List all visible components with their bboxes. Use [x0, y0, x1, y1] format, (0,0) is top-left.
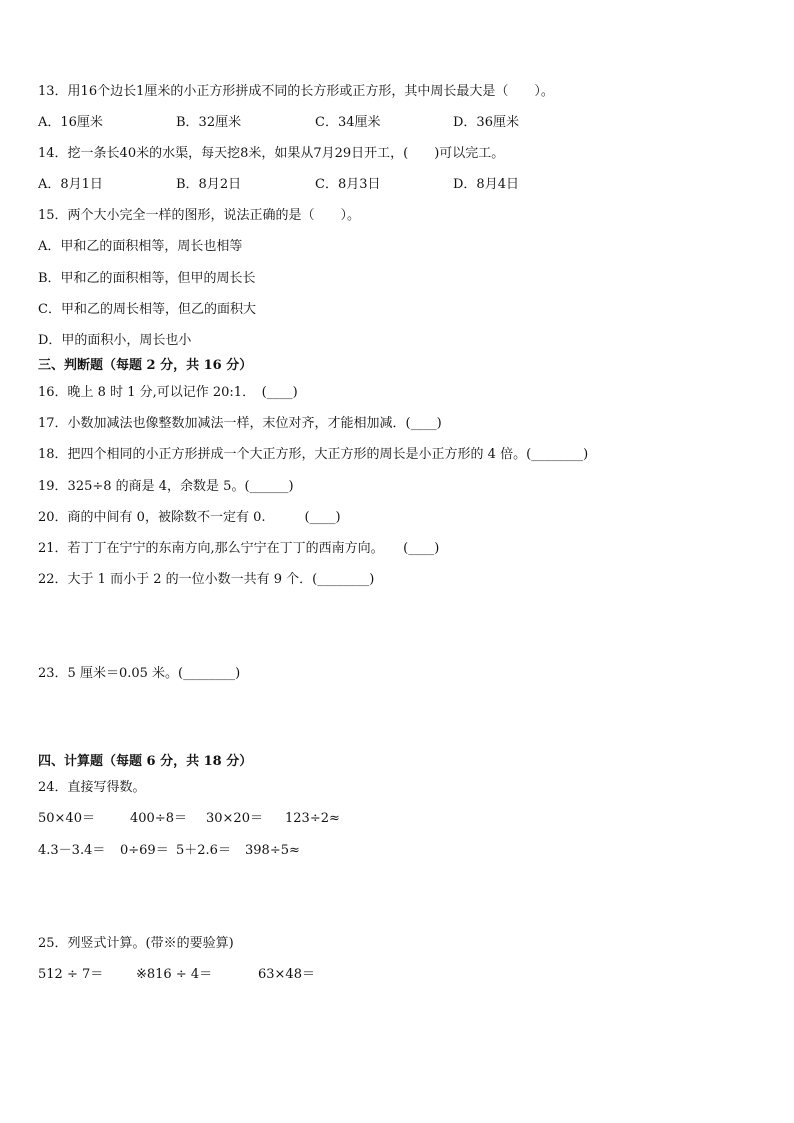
question-15-stem: 15．两个大小完全一样的图形，说法正确的是（ ）。	[38, 208, 361, 223]
q25-item-2: ※816 ÷ 4＝	[136, 967, 213, 982]
q24-row2-item-3: 5＋2.6＝	[176, 843, 231, 858]
question-17: 17．小数加减法也像整数加减法一样，末位对齐，才能相加减．(____)	[38, 416, 442, 431]
question-13-option-a: A．16厘米	[38, 115, 103, 130]
question-13-stem: 13．用16个边长1厘米的小正方形拼成不同的长方形或正方形，其中周长最大是（ ）。	[38, 84, 554, 99]
question-15-option-c: C．甲和乙的周长相等，但乙的面积大	[38, 302, 256, 317]
question-14-option-b: B．8月2日	[176, 177, 242, 192]
question-14-option-a: A．8月1日	[38, 177, 103, 192]
question-16: 16．晚上 8 时 1 分,可以记作 20:1． (____)	[38, 385, 298, 400]
question-13-option-d: D．36厘米	[453, 115, 519, 130]
question-20: 20．商的中间有 0，被除数不一定有 0. (____)	[38, 510, 341, 525]
question-21: 21．若丁丁在宁宁的东南方向,那么宁宁在丁丁的西南方向。 (____)	[38, 541, 440, 556]
question-18: 18．把四个相同的小正方形拼成一个大正方形，大正方形的周长是小正方形的 4 倍。(________)	[38, 447, 589, 462]
question-15-option-a: A．甲和乙的面积相等，周长也相等	[38, 239, 243, 254]
q24-row1-item-3: 30×20＝	[206, 811, 263, 826]
question-13-option-c: C．34厘米	[315, 115, 381, 130]
q24-row1-item-1: 50×40＝	[38, 811, 95, 826]
question-23: 23．5 厘米＝0.05 米。(________)	[38, 666, 241, 681]
q24-row1-item-2: 400÷8＝	[130, 811, 187, 826]
q24-row2-item-2: 0÷69＝	[120, 843, 169, 858]
question-14-option-d: D．8月4日	[453, 177, 519, 192]
question-25-title: 25．列竖式计算。(带※的要验算)	[38, 936, 234, 951]
q24-row1-item-4: 123÷2≈	[285, 811, 340, 826]
q24-row2-item-4: 398÷5≈	[245, 843, 300, 858]
section-3-heading: 三、判断题（每题 2 分，共 16 分）	[38, 358, 253, 373]
question-15-option-d: D．甲的面积小，周长也小	[38, 333, 192, 348]
question-15-option-b: B．甲和乙的面积相等，但甲的周长长	[38, 271, 256, 286]
question-13-option-b: B．32厘米	[176, 115, 242, 130]
question-14-stem: 14．挖一条长40米的水渠，每天挖8米，如果从7月29日开工，( )可以完工。	[38, 146, 505, 161]
question-14-option-c: C．8月3日	[315, 177, 381, 192]
q25-item-3: 63×48＝	[258, 967, 315, 982]
question-19: 19．325÷8 的商是 4，余数是 5。(______)	[38, 479, 294, 494]
q25-item-1: 512 ÷ 7＝	[38, 967, 104, 982]
question-22: 22．大于 1 而小于 2 的一位小数一共有 9 个．(________)	[38, 572, 375, 587]
question-24-title: 24．直接写得数。	[38, 780, 146, 795]
q24-row2-item-1: 4.3－3.4＝	[38, 843, 106, 858]
section-4-heading: 四、计算题（每题 6 分，共 18 分）	[38, 754, 253, 769]
